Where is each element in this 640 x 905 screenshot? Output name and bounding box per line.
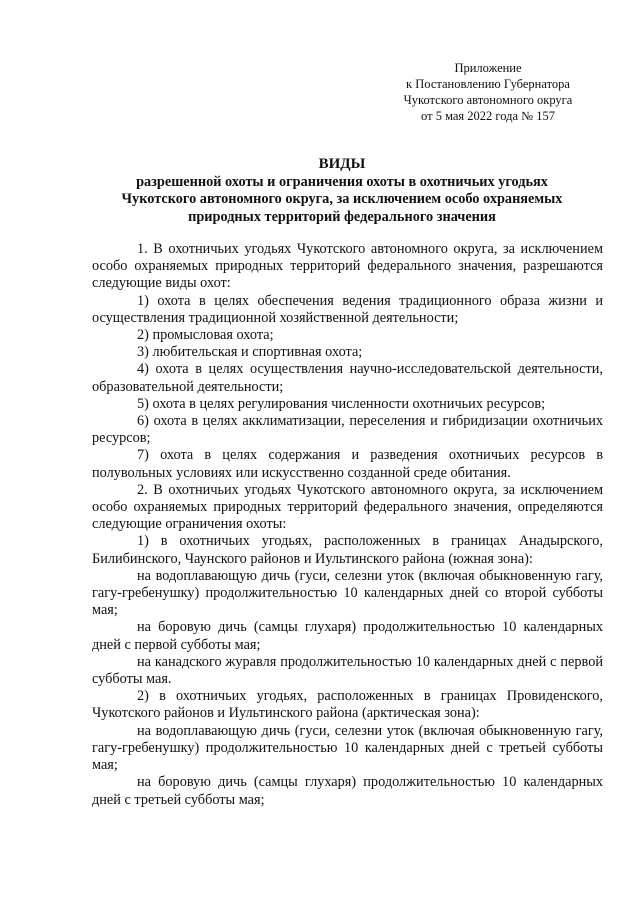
appendix-block <box>396 60 580 124</box>
list-item: 1) в охотничьих угодьях, расположенных в границах Анадырского, Билибинского, Чаунского районов и Иультинского района (южная зона): <box>92 533 603 567</box>
list-item: 7) охота в целях содержания и разведения охотничьих ресурсов в полувольных условиях или искусственно созданной среде обитания. <box>92 447 603 481</box>
appendix-date-line: от 5 мая 2022 года № 157 <box>421 109 555 123</box>
list-item: 5) охота в целях регулирования численности охотничьих ресурсов; <box>137 395 546 412</box>
document-heading <box>92 156 592 226</box>
document-body <box>92 241 603 809</box>
document-subtitle-line: природных территорий федерального значения <box>188 208 496 225</box>
appendix-line: Приложение <box>454 61 522 75</box>
restriction-item: на боровую дичь (самцы глухаря) продолжительностью 10 календарных дней с первой субботы мая; <box>92 619 603 653</box>
appendix-line: к Постановлению Губернатора <box>406 77 570 91</box>
document-subtitle-line: разрешенной охоты и ограничения охоты в охотничьих угодьях <box>136 173 548 190</box>
restriction-item: на водоплавающую дичь (гуси, селезни уток (включая обыкновенную гагу, гагу-гребенушку) продолжительностью 10 календарных дней со второй субботы мая; <box>92 567 603 619</box>
document-title: ВИДЫ <box>318 156 366 172</box>
list-item: 2) промысловая охота; <box>137 327 274 344</box>
paragraph-section-1: 1. В охотничьих угодьях Чукотского автономного округа, за исключением особо охраняемых природных территорий федерального значения, разрешаются следующие виды охот: <box>92 241 603 292</box>
list-item: 2) в охотничьих угодьях, расположенных в границах Провиденского, Чукотского районов и Иультинского района (арктическая зона): <box>92 688 603 722</box>
document-subtitle-line: Чукотского автономного округа, за исключением особо охраняемых <box>121 191 563 207</box>
restriction-item: на канадского журавля продолжительностью 10 календарных дней с первой субботы мая. <box>92 653 603 688</box>
restriction-item: на водоплавающую дичь (гуси, селезни уток (включая обыкновенную гагу, гагу-гребенушку) продолжительностью 10 календарных дней с третьей субботы мая; <box>92 722 603 774</box>
paragraph-section-2: 2. В охотничьих угодьях Чукотского автономного округа, за исключением особо охраняемых природных территорий федерального значения, определяются следующие ограничения охоты: <box>92 481 603 533</box>
list-item: 4) охота в целях осуществления научно-исследовательской деятельности, образовательной деятельности; <box>92 361 603 395</box>
appendix-line: Чукотского автономного округа <box>403 93 573 107</box>
list-item: 6) охота в целях акклиматизации, переселения и гибридизации охотничьих ресурсов; <box>92 413 603 447</box>
list-item: 1) охота в целях обеспечения ведения традиционного образа жизни и осуществления традиционной хозяйственной деятельности; <box>92 292 603 326</box>
restriction-item: на боровую дичь (самцы глухаря) продолжительностью 10 календарных дней с третьей субботы мая; <box>92 774 603 808</box>
list-item: 3) любительская и спортивная охота; <box>137 344 363 361</box>
